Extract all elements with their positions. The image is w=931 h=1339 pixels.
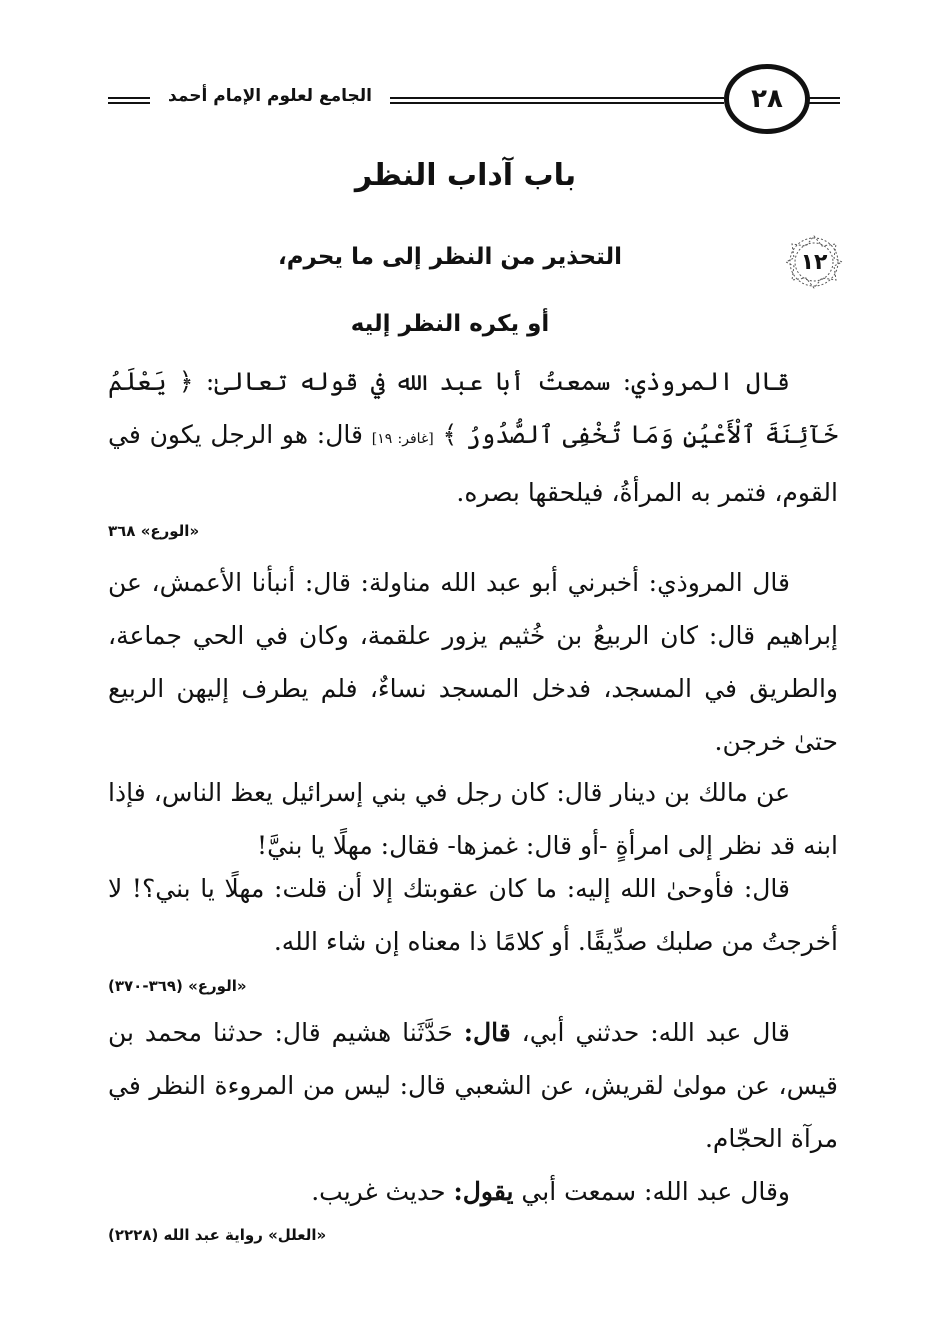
source-citation-3-text: «العلل» رواية عبد الله (٢٢٢٨): [108, 1226, 327, 1244]
paragraph-6-bold: يقول:: [453, 1177, 514, 1206]
section-heading-line-2: أو يكره النظر إليه: [350, 311, 550, 337]
paragraph-5-text-a: قال عبد الله: حدثني أبي،: [521, 1018, 791, 1047]
quran-reference: [غافر: ١٩]: [371, 431, 434, 447]
header-rule-left: [108, 97, 150, 99]
paragraph-1-text-b: قال: هو الرجل يكون في القوم، فتمر به المرأةُ، فيلحقها بصره.: [108, 420, 838, 507]
paragraph-1-text-a: قال المروذي: سمعتُ أبا عبد الله في قوله تعالىٰ: ﴿ يَعْلَمُ خَآئِنَةَ ٱلْأَعْيُنِ وَمَا تُخْفِى ٱلصُّدُورُ ﴾: [108, 367, 839, 449]
header-rule-right: [808, 97, 840, 99]
section-heading-line-1: التحذير من النظر إلى ما يحرم،: [277, 244, 623, 270]
chapter-title: باب آداب النظر: [354, 158, 577, 193]
source-citation-1: [108, 522, 838, 540]
paragraph-5: [108, 1006, 838, 1165]
header-rule-middle: [390, 97, 724, 99]
paragraph-1: [108, 355, 838, 519]
source-citation-1-text: «الورع» ٣٦٨: [108, 522, 200, 540]
paragraph-2: قال المروذي: أخبرني أبو عبد الله مناولة: قال: أنبأنا الأعمش، عن إبراهيم قال: كان الربيعُ بن خُثيم يزور علقمة، وكان في الحي جماعة، والطريق في المسجد، فدخل المسجد نساءٌ، فلم يطرف إليهن الربيع حتىٰ خرجن.: [108, 568, 838, 756]
paragraph-6: [108, 1165, 838, 1218]
source-citation-2-text: «الورع» (٣٦٩-٣٧٠): [108, 977, 247, 995]
paragraph-3: عن مالك بن دينار قال: كان رجل في بني إسرائيل يعظ الناس، فإذا ابنه قد نظر إلى امرأةٍ -أو قال: غمزها- فقال: مهلًا يا بنيَّ!: [108, 778, 838, 860]
header-rule-middle-lower: [390, 102, 724, 104]
page-number: ٢٨: [724, 64, 810, 134]
header-rule-left-lower: [108, 102, 150, 104]
paragraph-4: قال: فأوحىٰ الله إليه: ما كان عقوبتك إلا أن قلت: مهلًا يا بني؟! لا أخرجتُ من صلبك صدِّيقًا. أو كلامًا ذا معناه إن شاء الله.: [108, 874, 838, 956]
running-header-title: الجامع لعلوم الإمام أحمد: [168, 86, 372, 106]
header-rule-right-lower: [808, 102, 840, 104]
source-citation-2: [108, 977, 838, 995]
source-citation-3: [108, 1226, 838, 1244]
paragraph-6-text-a: وقال عبد الله: سمعت أبي: [521, 1177, 790, 1206]
paragraph-5-text-b: حَدَّثَنا هشيم قال: حدثنا محمد بن قيس، عن مولىٰ لقريش، عن الشعبي قال: ليس من المروءة النظر في مرآة الحجّام.: [108, 1018, 838, 1153]
section-number-ornament: [784, 234, 844, 290]
section-number: ١٢: [800, 249, 828, 275]
paragraph-6-text-b: حديث غريب.: [311, 1177, 446, 1206]
paragraph-5-bold: قال:: [463, 1018, 511, 1047]
